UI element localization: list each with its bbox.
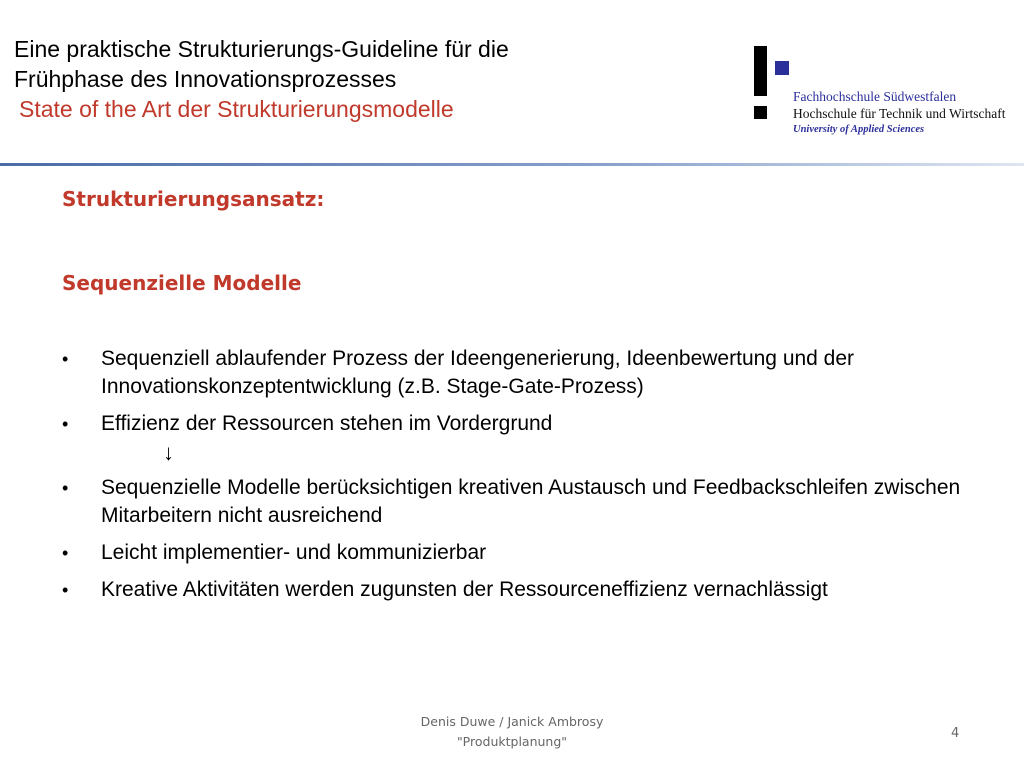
bullet-item [62,410,962,438]
bullet-text: Effizienz der Ressourcen stehen im Vordergrund [101,412,553,435]
bullet-dot: • [62,543,69,563]
bullet-item [62,474,962,530]
bullet-dot: • [62,478,69,498]
footer-author: Denis Duwe / Janick Ambrosy [420,714,604,729]
bullet-dot: • [62,580,69,600]
slide-title-line-2: Frühphase des Innovationsprozesses [14,66,397,92]
bullet-item [62,576,962,604]
bullet-text: Kreative Aktivitäten werden zugunsten der Ressourceneffizienz vernachlässigt [101,578,828,601]
bullet-list [62,345,962,604]
university-logo [752,44,1024,144]
section-heading-approach: Strukturierungsansatz: [62,187,325,211]
bullet-dot: • [62,414,69,434]
slide-title-block [14,34,714,124]
slide-title-line-1: Eine praktische Strukturierungs-Guideline für die [14,36,509,62]
logo-line-3: University of Applied Sciences [793,124,925,135]
header-divider [0,163,1024,166]
logo-exclamation-bar [754,46,767,96]
bullet-text: Sequenzielle Modelle berücksichtigen kreativen Austausch und Feedbackschleifen zwischen Mitarbeitern nicht ausreichend [101,476,961,527]
bullet-dot: • [62,349,69,369]
logo-exclamation-dot [754,106,767,119]
down-arrow-icon: ↓ [163,440,174,465]
logo-line-2: Hochschule für Technik und Wirtschaft [793,106,1006,121]
page-number: 4 [951,726,960,741]
footer-course: "Produktplanung" [456,734,568,749]
bullet-text: Sequenziell ablaufender Prozess der Ideengenerierung, Ideenbewertung und der Innovationskonzeptentwicklung (z.B. Stage-Gate-Prozess) [101,347,855,398]
logo-text [793,88,1005,137]
logo-blue-square [775,61,789,75]
slide-footer [362,712,662,752]
slide-subtitle: State of the Art der Strukturierungsmodelle [19,96,454,122]
logo-line-1: Fachhochschule Südwestfalen [793,89,957,104]
bullet-text: Leicht implementier- und kommunizierbar [101,541,487,564]
section-heading-models: Sequenzielle Modelle [62,271,302,295]
bullet-item [62,345,962,401]
bullet-item [62,539,962,567]
